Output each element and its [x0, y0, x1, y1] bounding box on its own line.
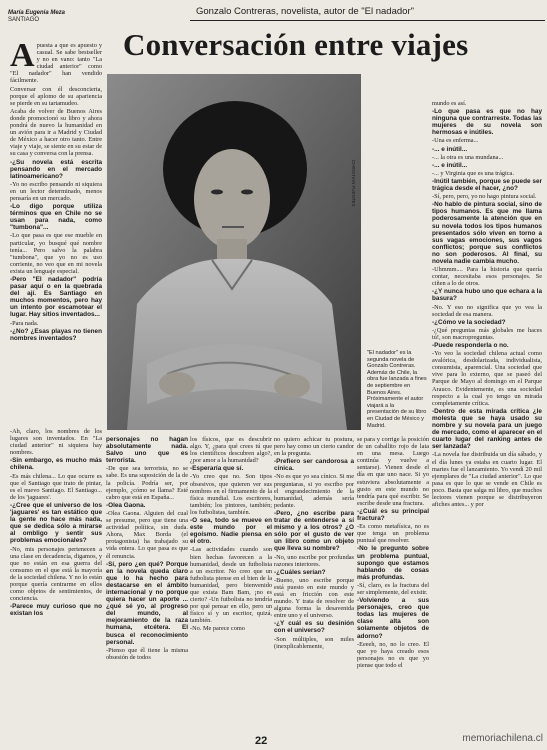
- interview-question: -¿Y nunca hubo uno que echara a la basura?: [432, 288, 542, 303]
- interview-paragraph: -No, mis personajes pertenecen a una clase en decadencia, digamos, y que no están en esa guerra del consumo en el que está la mayoría de la sociedad chilena. Y no lo están porque quería centrarme en ellos como objetos de sentimientos, de conciencia.: [10, 545, 102, 603]
- column-6: [432, 100, 542, 728]
- interview-question: -Olea Gaona.: [106, 501, 146, 509]
- interview-paragraph: -... la otra es una mundana...: [432, 153, 504, 161]
- interview-paragraph: -La novela fue distribuida un día sábado, y el día lunes ya estaba en cuarto lugar. El martes fue el lanzamiento. Yo vendí 20 mil ejemplares de "La ciudad anterior". Lo que pasa es que lo que se vende en Chile es poco. Basta que salga mi libro, que muchos lectores vienen porque se distribuyeron afiches antes... y por: [432, 451, 542, 509]
- interview-paragraph: -Olea Gaona. Alguien del cual se presume, pero que tiene una actividad política, sin duda. Ahora, Max Borda (el protagonista) ha trabajado su vida entera. Lo que pasa es que él renuncia.: [106, 509, 188, 560]
- interview-paragraph: -No. Me parece como: [190, 625, 245, 633]
- interview-paragraph: -Las actividades cuando son bien hechas favorecen a la humanidad, desde un futbolista a un escritor. No creo que un futbolista piense en el bien de la humanidad, pero bienvenido que exista Bam Bam, ¡no es cierto? -Un futbolista no tendría por qué pensar en ello, pero un físico sí y un escritor, quizá, también.: [190, 546, 272, 625]
- interview-question: -O sea, todo se mueve en este mundo por el egoísmo. Nadie piensa en el otro.: [190, 517, 272, 546]
- column-1-bottom: [10, 428, 102, 738]
- interview-question: -Puede responderla o no.: [432, 342, 509, 349]
- interview-paragraph: Acaba de volver de Buenos Aires donde promocionó su libro y ahora pondrá de nuevo la humanidad en un avión para ir a Madrid y Ciudad de México a hacer otro tanto. Entre viaje y viaje, se siente en su estar de su casa y conversa con la prensa.: [10, 107, 102, 158]
- interview-question: -¿Cómo ve la sociedad?: [432, 318, 506, 326]
- interview-question: -... e inútil...: [432, 145, 468, 153]
- interview-question: -Sí, pero ¿en qué? Porque en la novela queda claro que lo ha hecho para destacarse en el ámbito internacional y no porque quiera hacer un aporte ... ¿qué sé yo, al progreso del mundo, al mejoramiento de la raza humana, etcétera. El busca el reconocimiento personal.: [106, 560, 188, 646]
- interview-paragraph: -Uhmmm.... Para la historia que quería contar, necesitaba esos personajes. Se ciñen a lo de otros.: [432, 266, 542, 288]
- interview-paragraph: -Para nada.: [10, 319, 39, 327]
- interview-question: -¿Cuál es su principal fractura?: [357, 507, 429, 523]
- interview-question: -Prefiero ser candorosa a cínica.: [274, 458, 354, 473]
- byline: [8, 10, 65, 24]
- author-portrait-image: [107, 74, 361, 430]
- interview-paragraph: -Bueno, uno escribe porque está puesto en este mundo y está en fricción con este mundo. Y trata de resolver de alguna forma la desavenida entre uno y el universo.: [274, 576, 354, 620]
- interview-question: -Lo digo porque utiliza términos que en Chile no se usan para nada, como "tumbona"...: [10, 203, 102, 232]
- byline-city: SANTIAGO: [8, 17, 40, 23]
- column-2: [106, 436, 188, 731]
- lead-text: puesta a que es apuesto y casual. Se sabe bestseller y no en vano: tanto "La ciudad anterior" como "El nadador" han vendido fácilmente.: [10, 42, 102, 85]
- interview-paragraph: -No, uno escribe por profundas razones interiores.: [274, 553, 354, 568]
- column-4: [274, 436, 354, 731]
- interview-paragraph: -De que sea terrorista, no se sabe. Es una suposición de la de la policía. Podría ser, por ejemplo, ¿cómo se llama? Esté cabro que está en España...: [106, 465, 188, 501]
- interview-paragraph: -Yo no escribo pensando ni siquiera en un lector determinado, menos pensaría en un mercado.: [10, 180, 102, 202]
- interview-paragraph: no quiero achicar tu postura, pero hay como un cierto candor en la pregunta.: [274, 436, 354, 458]
- interview-question: -Dentro de esta mirada crítica ¿le molesta que se haya usado su nombre y su novela para un juego de mercado, como el aparecer en el cuarto lugar del ranking antes de ser lanzada?: [432, 407, 542, 451]
- interview-paragraph: -Eeeeh, no, no lo creo. El que yo haya creado esos personajes no es que yo piense que todo el: [357, 640, 429, 669]
- interview-paragraph: -Sí, pero, pero, yo no hago pintura social.: [432, 193, 537, 201]
- interview-paragraph: -No es que yo sea cínico. Si me preguntaras, si yo escribo por el engrandecimiento de la humanidad, además sería pedante.: [274, 473, 354, 509]
- interview-paragraph: -Lo que pasa es que ese mueble en particular, yo busqué qué nombre tenía... Pero salvo la palabra "tumbona", que yo no es uso corriente, no veo que en mi novela exista un lenguaje especial.: [10, 232, 102, 275]
- interview-paragraph: [10, 42, 102, 85]
- kicker: Gonzalo Contreras, novelista, autor de "El nadador": [196, 6, 414, 17]
- interview-question: -¿Cree que el universo de los 'jaguares' es tan estático que la gente no hace más nada, que se dedica sólo a mirarse al ombligo y sentir sus problemas emocionales?: [10, 501, 102, 545]
- interview-paragraph: -Son múltiples, son miles (inexplicablemente,: [274, 635, 354, 650]
- byline-author: María Eugenia Meza: [8, 10, 66, 16]
- interview-paragraph: -... y Virginia que es una trágica.: [432, 169, 514, 177]
- interview-question: -... e inútil...: [432, 161, 468, 169]
- interview-question: -No le pregunto sobre un problema puntual, supongo que estamos hablando de cosas más profundas.: [357, 545, 429, 581]
- photo-credit: CHRISTIAN FUENTES: [351, 160, 356, 207]
- column-3: [190, 436, 272, 731]
- interview-paragraph: -No. Y eso no significa que yo vea la sociedad de esa manera.: [432, 303, 542, 318]
- interview-question: -No hablo de pintura social, sino de tipos humanos. Es que me llama poderosamente la atención que en su novela todos los tipos humanos presentados sólo viven en torno a sus vagas emociones, sus vagos conflictos; porque sus conflictos no son poderosos. Al final, su novela nadie cambia mucho.: [432, 201, 542, 265]
- interview-paragraph: -Pienso que él tiene la misma obsesión de todos: [106, 646, 188, 661]
- interview-paragraph: -Es más chilena... Lo que ocurre es que el Santiago que trato de pintar, es el nuevo Santiago. El Santiago... de los 'jaguares'.: [10, 472, 102, 501]
- interview-question: -Pero "El nadador" podría pasar aquí o en la quebrada del ají. Es Santiago en muchos momentos, pero hay un intento por escamotear el lugar. Hay sitios inventados...: [10, 276, 102, 319]
- author-photo: [107, 74, 361, 430]
- interview-paragraph: -Sí, claro, es la fractura del ser simplemente, del existir.: [357, 581, 429, 596]
- interview-paragraph: -¿Qué preguntas más globales me haces tú!, son macropreguntas.: [432, 326, 542, 341]
- interview-question: -Pero, ¿no escribe para tratar de entenderse a sí mismo y a los otros? ¿O sólo por el gusto de ver un libro como un objeto que lleva su nombre?: [274, 509, 354, 553]
- interview-paragraph: -Yo veo la sociedad chilena actual como avalórica, desdolarizada, individualista, consumista, aparencial. Una sociedad que vive para lo externo, que se paseó del Parque de Mayo al domingo en el Parque Arauco. Evidentemente, es una sociedad respecto a la cual yo tengo un mirada completamente crítica.: [432, 350, 542, 407]
- interview-question: -¿No? ¿Esas playas no tienen nombres inventados?: [10, 327, 102, 342]
- interview-paragraph: -Ah, claro, los nombres de los lugares son inventados. En "La ciudad anterior" ni siquiera hay nombres.: [10, 428, 102, 457]
- headline: Conversación entre viajes: [123, 27, 469, 62]
- interview-paragraph: -Una es enferma...: [432, 137, 479, 145]
- interview-question: -¿Y cuál es su desinión con el universo?: [274, 620, 354, 635]
- interview-question: -Inútil también, porque se puede ser trágica desde el hacer, ¿no?: [432, 177, 542, 193]
- interview-question: -Lo que pasa es que no hay ninguna que contrarreste. Todas las mujeres de su novela son hermosas e inútiles.: [432, 108, 542, 137]
- photo-caption: "El nadador" es la segunda novela de Gonzalo Contreras. Además de Chile, la obra fue lanzada a fines de septiembre en Buenos Aires. Próximamente el autor viajará a la presentación de su libro en Ciudad de México y Madrid.: [367, 350, 427, 429]
- interview-paragraph: los físicos, que es descubrir algo. Y, ¿para qué crees tú que los científicos descubren algo?, ¿por amor a la humanidad?: [190, 436, 272, 465]
- interview-paragraph: mundo es así.: [432, 100, 467, 107]
- interview-paragraph: -Yo creo que no. Son tipos obsesivos, que quieren ver sus nombres en el firmamento de la física mundial. Los escritores, también; los pintores, también; los futbolistas, también.: [190, 473, 272, 516]
- interview-paragraph: -Es como metafísica, no es que tenga un problema puntual que resolver.: [357, 523, 429, 545]
- drop-cap: A: [10, 42, 35, 74]
- interview-question: -Parece muy curioso que no existan los: [10, 603, 102, 618]
- interview-paragraph: Conversar con él desconcierta, porque el aplomo de su apariencia se pierde en su tartamudeo.: [10, 85, 102, 107]
- header-rule: [190, 20, 545, 21]
- interview-question: -¿Su novela está escrita pensando en el mercado latinoamericano?: [10, 158, 102, 180]
- column-5: [357, 436, 429, 731]
- interview-question: personajes no hagan absolutamente nada. Salvo uno que es terrorista.: [106, 436, 188, 465]
- interview-question: -¿Cuáles serían?: [274, 568, 326, 576]
- interview-question: -Esperaría que sí.: [190, 465, 244, 473]
- interview-paragraph: se para y corrige la posición de un caballito rojo de lata en una mesa. Luego continúa y vuelve a sentarse). Vienen desde el día en que uno nace. Si yo estuviera absolutamente a gusto en este mundo no tendría para qué escribir. Se escribe desde una fractura.: [357, 436, 429, 507]
- page-number: 22: [255, 735, 268, 747]
- column-1-top: [10, 42, 102, 347]
- interview-question: -Sin embargo, es mucho más chilena.: [10, 457, 102, 472]
- interview-question: -Volviendo a sus personajes, creo que todas las mujeres de clase alta son solamente objetos de adorno?: [357, 597, 429, 640]
- watermark: memoriachilena.cl: [462, 733, 543, 744]
